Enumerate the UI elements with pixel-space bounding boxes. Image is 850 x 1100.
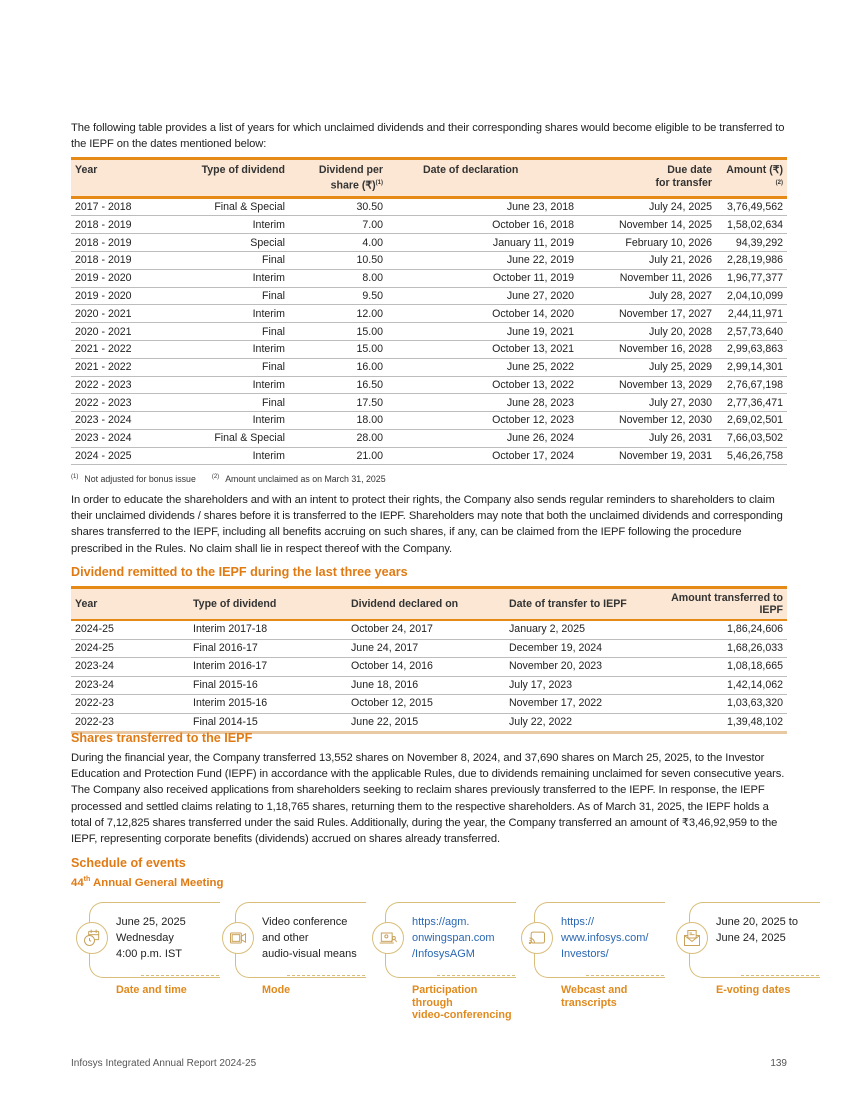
cell-amount: 3,76,49,562 — [716, 197, 787, 216]
cell-dps: 17.50 — [289, 394, 387, 412]
cell-transfer: July 22, 2022 — [505, 713, 663, 733]
cell-transfer: November 20, 2023 — [505, 658, 663, 677]
cell-declared: October 16, 2018 — [387, 216, 578, 234]
cell-declared: June 19, 2021 — [387, 323, 578, 341]
cell-due: July 26, 2031 — [578, 429, 716, 447]
agm-title-text: Annual General Meeting — [90, 876, 224, 889]
card-dashed-line — [141, 975, 219, 976]
cell-transfer: December 19, 2024 — [505, 639, 663, 658]
col-dps-sup: (1) — [375, 180, 383, 186]
card-text — [716, 914, 798, 946]
shares-transferred-heading: Shares transferred to the IEPF — [71, 731, 253, 745]
cell-dps: 8.00 — [289, 269, 387, 287]
table-row — [71, 658, 787, 677]
cell-due: November 11, 2026 — [578, 269, 716, 287]
unclaimed-dividends-table — [71, 157, 787, 465]
cell-type: Final — [171, 251, 289, 269]
cell-amount: 2,57,73,640 — [716, 323, 787, 341]
table-body — [71, 197, 787, 465]
cell-amount: 2,99,63,863 — [716, 340, 787, 358]
col-year: Year — [75, 598, 98, 610]
card-text-line: www.infosys.com/ — [561, 932, 649, 944]
schedule-card-participation — [367, 902, 517, 1022]
cell-declared: January 11, 2019 — [387, 234, 578, 252]
cell-due: July 27, 2030 — [578, 394, 716, 412]
cell-amount: 2,77,36,471 — [716, 394, 787, 412]
card-label-line: Date and time — [116, 984, 187, 996]
card-dashed-line — [741, 975, 819, 976]
calendar-clock-icon — [76, 922, 108, 954]
cell-dps: 28.00 — [289, 429, 387, 447]
cell-declared: October 14, 2016 — [347, 658, 505, 677]
card-text — [262, 914, 357, 962]
cell-type: Interim 2017-18 — [189, 620, 347, 639]
cell-declared: October 13, 2021 — [387, 340, 578, 358]
cell-year: 2024-25 — [71, 620, 189, 639]
cell-dps: 30.50 — [289, 197, 387, 216]
col-amount-transferred: Amount transferred to IEPF — [671, 592, 783, 616]
col-declared-on: Dividend declared on — [351, 598, 459, 610]
agm-number: 44 — [71, 876, 84, 889]
col-type: Type of dividend — [201, 164, 285, 176]
cell-due: July 28, 2027 — [578, 287, 716, 305]
cell-amount: 1,03,63,320 — [663, 695, 787, 714]
table-row — [71, 713, 787, 733]
card-text-line: /InfosysAGM — [412, 948, 475, 960]
card-text-line: June 20, 2025 to — [716, 916, 798, 928]
col-year: Year — [75, 164, 98, 176]
cell-amount: 2,04,10,099 — [716, 287, 787, 305]
laptop-user-icon — [372, 922, 404, 954]
cell-transfer: November 17, 2022 — [505, 695, 663, 714]
cell-type: Final 2016-17 — [189, 639, 347, 658]
card-label-line: Webcast and — [561, 984, 628, 996]
table-row — [71, 305, 787, 323]
cell-due: November 16, 2028 — [578, 340, 716, 358]
card-dashed-line — [437, 975, 515, 976]
cell-declared: June 22, 2015 — [347, 713, 505, 733]
cell-due: November 19, 2031 — [578, 447, 716, 465]
cell-declared: June 26, 2024 — [387, 429, 578, 447]
card-label-line: video-conferencing — [412, 1009, 512, 1021]
cell-due: July 20, 2028 — [578, 323, 716, 341]
cell-transfer: January 2, 2025 — [505, 620, 663, 639]
table-row — [71, 639, 787, 658]
table-row — [71, 676, 787, 695]
envelope-icon — [676, 922, 708, 954]
cell-amount: 2,44,11,971 — [716, 305, 787, 323]
col-date-of-declaration: Date of declaration — [423, 164, 519, 176]
table-row — [71, 323, 787, 341]
cell-year: 2020 - 2021 — [71, 323, 171, 341]
cell-year: 2019 - 2020 — [71, 287, 171, 305]
card-label — [561, 984, 627, 1009]
col-amount-label: Amount (₹) — [726, 164, 783, 176]
cell-amount: 2,76,67,198 — [716, 376, 787, 394]
cell-amount: 94,39,292 — [716, 234, 787, 252]
card-text — [116, 914, 186, 962]
cell-dps: 16.00 — [289, 358, 387, 376]
footer-report-title: Infosys Integrated Annual Report 2024-25 — [71, 1058, 257, 1069]
cell-dps: 21.00 — [289, 447, 387, 465]
table-row — [71, 358, 787, 376]
cell-dps: 4.00 — [289, 234, 387, 252]
footnote-2: Amount unclaimed as on March 31, 2025 — [225, 474, 386, 484]
table-header-row — [71, 588, 787, 621]
cell-year: 2024-25 — [71, 639, 189, 658]
cell-declared: October 12, 2023 — [387, 412, 578, 430]
cell-declared: June 18, 2016 — [347, 676, 505, 695]
cell-type: Final — [171, 287, 289, 305]
cell-declared: June 24, 2017 — [347, 639, 505, 658]
cell-year: 2023 - 2024 — [71, 429, 171, 447]
cell-year: 2017 - 2018 — [71, 197, 171, 216]
agm-ordinal: th — [83, 876, 91, 883]
cell-amount: 7,66,03,502 — [716, 429, 787, 447]
cell-due: July 25, 2029 — [578, 358, 716, 376]
card-dashed-line — [586, 975, 664, 976]
col-due-date — [578, 159, 716, 198]
cell-amount: 1,08,18,665 — [663, 658, 787, 677]
card-text-line: Investors/ — [561, 948, 609, 960]
card-label — [262, 984, 290, 997]
col-dps-line1: Dividend per — [318, 164, 383, 176]
cell-year: 2021 - 2022 — [71, 340, 171, 358]
cell-year: 2020 - 2021 — [71, 305, 171, 323]
card-text-line: Video conference — [262, 916, 348, 928]
cell-due: July 21, 2026 — [578, 251, 716, 269]
cell-dps: 7.00 — [289, 216, 387, 234]
card-text-line: June 25, 2025 — [116, 916, 186, 928]
col-amount-sup: (2) — [775, 180, 783, 186]
table-row — [71, 412, 787, 430]
cell-type: Final 2014-15 — [189, 713, 347, 733]
cell-amount: 1,96,77,377 — [716, 269, 787, 287]
col-dps-line2: share (₹) — [330, 179, 376, 192]
schedule-card-date-and-time — [71, 902, 221, 1022]
table-row — [71, 376, 787, 394]
cell-amount: 1,58,02,634 — [716, 216, 787, 234]
cell-declared: June 25, 2022 — [387, 358, 578, 376]
cell-type: Interim — [171, 305, 289, 323]
cell-type: Final — [171, 394, 289, 412]
cell-due: February 10, 2026 — [578, 234, 716, 252]
card-label-line: transcripts — [561, 996, 617, 1009]
card-label-line: Participation through — [412, 984, 478, 1009]
cell-amount: 1,39,48,102 — [663, 713, 787, 733]
cell-type: Interim 2015-16 — [189, 695, 347, 714]
cell-type: Final & Special — [171, 197, 289, 216]
cell-amount: 1,86,24,606 — [663, 620, 787, 639]
cell-due: July 24, 2025 — [578, 197, 716, 216]
table-row — [71, 234, 787, 252]
card-text-line: June 24, 2025 — [716, 932, 786, 944]
table-row — [71, 287, 787, 305]
cell-year: 2023 - 2024 — [71, 412, 171, 430]
col-due-line2: for transfer — [655, 177, 712, 189]
cell-due: November 17, 2027 — [578, 305, 716, 323]
footnote-mark-1: (1) — [71, 474, 79, 481]
cell-year: 2019 - 2020 — [71, 269, 171, 287]
cell-type: Final — [171, 358, 289, 376]
cell-amount: 5,46,26,758 — [716, 447, 787, 465]
card-text-line: https:// — [561, 916, 595, 928]
page-number: 139 — [770, 1058, 787, 1069]
cell-year: 2018 - 2019 — [71, 251, 171, 269]
col-transfer-date: Date of transfer to IEPF — [509, 598, 627, 610]
dividend-remitted-heading: Dividend remitted to the IEPF during the last three years — [71, 565, 408, 579]
table-row — [71, 340, 787, 358]
card-label — [716, 984, 790, 997]
table-row — [71, 447, 787, 465]
cell-declared: June 28, 2023 — [387, 394, 578, 412]
table-footnotes — [71, 474, 386, 484]
table-row — [71, 394, 787, 412]
cell-dps: 15.00 — [289, 323, 387, 341]
cell-amount: 1,42,14,062 — [663, 676, 787, 695]
card-label — [412, 984, 517, 1022]
schedule-card-mode — [217, 902, 367, 1022]
schedule-heading: Schedule of events — [71, 856, 186, 870]
cell-year: 2018 - 2019 — [71, 234, 171, 252]
cell-type: Final & Special — [171, 429, 289, 447]
cell-dps: 18.00 — [289, 412, 387, 430]
footnote-1: Not adjusted for bonus issue — [84, 474, 196, 484]
cell-declared: June 22, 2019 — [387, 251, 578, 269]
cell-dps: 15.00 — [289, 340, 387, 358]
card-label — [116, 984, 187, 997]
cell-type: Interim 2016-17 — [189, 658, 347, 677]
cell-dps: 16.50 — [289, 376, 387, 394]
col-dividend-per-share — [289, 159, 387, 198]
intro-paragraph: The following table provides a list of years for which unclaimed dividends and their corresponding shares would become eligible to be transferred to the IEPF on the dates mentioned below: — [71, 122, 785, 150]
table-row — [71, 620, 787, 639]
footnote-mark-2: (2) — [211, 474, 220, 481]
cell-type: Special — [171, 234, 289, 252]
cell-due: November 14, 2025 — [578, 216, 716, 234]
cell-type: Interim — [171, 269, 289, 287]
cell-transfer: July 17, 2023 — [505, 676, 663, 695]
cell-due: November 12, 2030 — [578, 412, 716, 430]
card-text-line: https://agm. — [412, 916, 470, 928]
table-row — [71, 269, 787, 287]
cell-year: 2022 - 2023 — [71, 394, 171, 412]
schedule-cards — [71, 902, 798, 1022]
cell-dps: 10.50 — [289, 251, 387, 269]
card-text-line: and other — [262, 932, 309, 944]
table-row — [71, 695, 787, 714]
card-text-line: Wednesday — [116, 932, 174, 944]
cell-amount: 2,69,02,501 — [716, 412, 787, 430]
schedule-card-e-voting — [671, 902, 821, 1022]
col-type: Type of dividend — [193, 598, 277, 610]
cell-year: 2022-23 — [71, 695, 189, 714]
cell-year: 2024 - 2025 — [71, 447, 171, 465]
cell-dps: 12.00 — [289, 305, 387, 323]
cell-year: 2022-23 — [71, 713, 189, 733]
cell-type: Interim — [171, 216, 289, 234]
card-text-line: onwingspan.com — [412, 932, 495, 944]
cell-type: Interim — [171, 340, 289, 358]
agm-heading — [71, 876, 223, 889]
table-row — [71, 197, 787, 216]
cell-declared: October 17, 2024 — [387, 447, 578, 465]
cell-declared: October 11, 2019 — [387, 269, 578, 287]
reminder-paragraph: In order to educate the shareholders and with an intent to protect their rights, the Company also sends regular reminders to shareholders to claim their unclaimed dividends / shares before it is transferred to the IEPF. Shareholders may note that both the unclaimed dividends and corresponding shares transferred to the IEPF, including all benefits accruing on such shares, if any, can be claimed from the IEPF following the procedure prescribed in the Rules. No claim shall lie in respect thereof with the Company. — [71, 494, 783, 555]
cell-type: Final 2015-16 — [189, 676, 347, 695]
col-due-line1: Due date — [667, 164, 712, 176]
cell-declared: October 13, 2022 — [387, 376, 578, 394]
col-amount — [716, 159, 787, 198]
cell-amount: 2,28,19,986 — [716, 251, 787, 269]
cell-declared: June 27, 2020 — [387, 287, 578, 305]
cell-year: 2023-24 — [71, 676, 189, 695]
card-dashed-line — [287, 975, 365, 976]
shares-transferred-paragraph: During the financial year, the Company transferred 13,552 shares on November 8, 2024, and 37,690 shares on March 25, 2025, to the Investor Education and Protection Fund (IEPF) in accordance with the applicable Rules, due to dividends remaining unclaimed for seven consecutive years. The Company also received applications from shareholders seeking to reclaim shares previously transferred to the IEPF. In response, the IEPF processed and settled claims relating to 1,18,765 shares, returning them to the respective shareholders. As of March 31, 2025, the IEPF holds a total of 7,12,825 shares transferred under the said Rules. Additionally, during the year, the Company transferred an amount of ₹3,46,92,959 to the IEPF, representing corporate benefits (dividends) accrued on shares already transferred. — [71, 752, 785, 846]
cell-declared: October 14, 2020 — [387, 305, 578, 323]
card-text-line: audio-visual means — [262, 948, 357, 960]
schedule-card-webcast — [516, 902, 666, 1022]
table-header-row — [71, 159, 787, 198]
cell-year: 2018 - 2019 — [71, 216, 171, 234]
cell-dps: 9.50 — [289, 287, 387, 305]
cell-type: Interim — [171, 412, 289, 430]
cell-type: Interim — [171, 376, 289, 394]
cell-year: 2023-24 — [71, 658, 189, 677]
cell-year: 2021 - 2022 — [71, 358, 171, 376]
cell-due: November 13, 2029 — [578, 376, 716, 394]
card-text-line: 4:00 p.m. IST — [116, 948, 183, 960]
cell-year: 2022 - 2023 — [71, 376, 171, 394]
card-link[interactable] — [412, 914, 495, 962]
cell-declared: June 23, 2018 — [387, 197, 578, 216]
table-row — [71, 429, 787, 447]
cell-type: Interim — [171, 447, 289, 465]
card-label-line: E-voting dates — [716, 984, 791, 996]
cell-declared: October 12, 2015 — [347, 695, 505, 714]
card-label-line: Mode — [262, 984, 291, 996]
table-row — [71, 251, 787, 269]
video-camera-icon — [222, 922, 254, 954]
cell-amount: 1,68,26,033 — [663, 639, 787, 658]
table-row — [71, 216, 787, 234]
table-body — [71, 620, 787, 733]
dividend-remitted-table — [71, 586, 787, 734]
cast-icon — [521, 922, 553, 954]
cell-declared: October 24, 2017 — [347, 620, 505, 639]
cell-amount: 2,99,14,301 — [716, 358, 787, 376]
card-link[interactable] — [561, 914, 648, 962]
cell-type: Final — [171, 323, 289, 341]
